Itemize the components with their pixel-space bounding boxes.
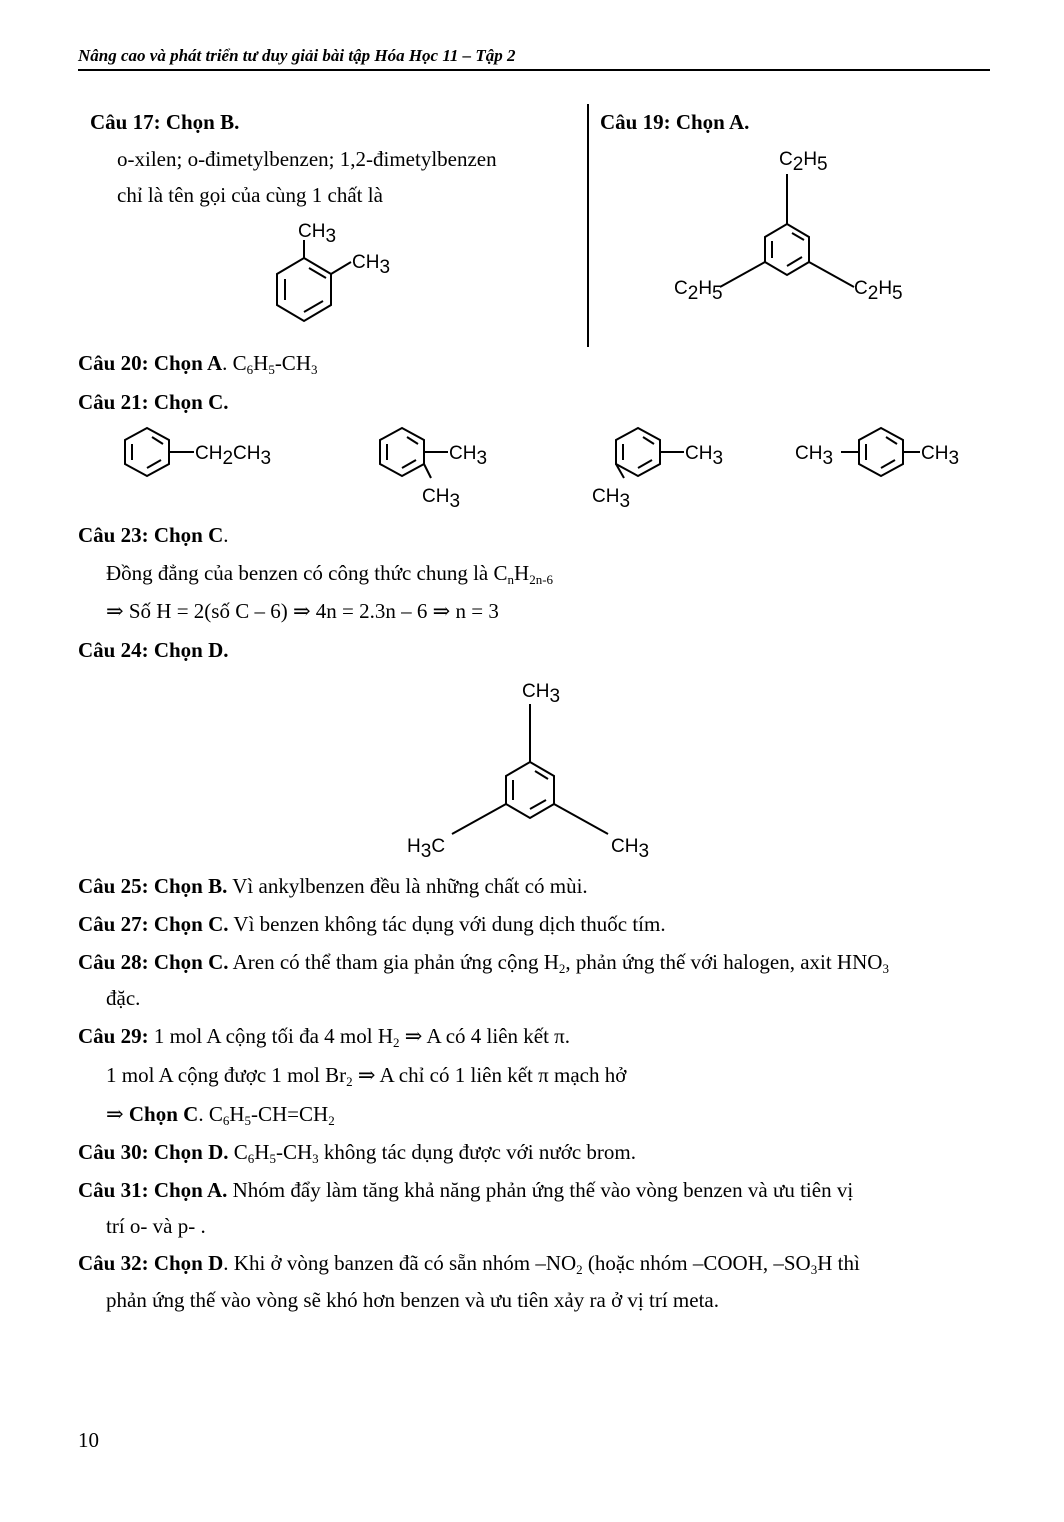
ch2ch3-label: CH2CH3 [195, 443, 272, 469]
q27-line: Câu 27: Chọn C. Vì benzen không tác dụng với dung dịch thuốc tím. [78, 912, 666, 936]
q23-label: Câu 23: Chọn C [78, 523, 224, 547]
h3c-label: H3C [407, 836, 446, 862]
q23-heading: Câu 23: Chọn C. [78, 523, 229, 547]
q29-label: Câu 29: [78, 1024, 149, 1048]
q28-line1: Câu 28: Chọn C. Aren có thể tham gia phản ứng cộng $H_2$, phản ứng thế với halogen, axit $HNO_3$ [78, 950, 889, 976]
q28-label: Câu 28: Chọn C. [78, 950, 229, 974]
ch3-label: CH3 [422, 486, 461, 512]
ch3-label: CH3 [592, 486, 631, 512]
q17-line1: o-xilen; o-đimetylbenzen; 1,2-đimetylbenzen [117, 147, 497, 171]
q21-label: Câu 21: Chọn C. [78, 390, 229, 414]
q28-line2: đặc. [106, 986, 141, 1010]
q20-label: Câu 20: Chọn A [78, 351, 223, 375]
page-number: 10 [78, 1428, 99, 1452]
c2h5-label: C2H5 [674, 278, 723, 304]
q30-label: Câu 30: Chọn D. [78, 1140, 229, 1164]
q31-label: Câu 31: Chọn A. [78, 1178, 228, 1202]
c2h5-label: C2H5 [779, 149, 828, 175]
q32-line2: phản ứng thế vào vòng sẽ khó hơn benzen và ưu tiên xảy ra ở vị trí meta. [106, 1288, 719, 1312]
q24-label: Câu 24: Chọn D. [78, 638, 229, 662]
ch3-label: CH3 [449, 443, 488, 469]
ch3-label: CH3 [298, 221, 337, 247]
q19-label: Câu 19: Chọn A. [600, 110, 750, 134]
q29-line2: 1 mol A cộng được 1 mol $Br_2$ ⇒ A chỉ có 1 liên kết π mạch hở [106, 1063, 627, 1089]
q32-label: Câu 32: Chọn D [78, 1251, 224, 1275]
header-rule [78, 69, 990, 71]
q20-line: Câu 20: Chọn A. $C_6H_5-CH_3$ [78, 351, 318, 377]
q29-line1: Câu 29: 1 mol A cộng tối đa 4 mol $H_2$ ⇒ A có 4 liên kết π. [78, 1024, 571, 1050]
q17-structure [260, 212, 410, 330]
q21-structures [110, 418, 990, 518]
q17-line2: chỉ là tên gọi của cùng 1 chất là [117, 183, 383, 207]
column-divider [587, 104, 589, 347]
q25-label: Câu 25: Chọn B. [78, 874, 228, 898]
q23-line2: ⇒ Số H = 2(số C – 6) ⇒ 4n = 2.3n – 6 ⇒ n = 3 [106, 599, 499, 623]
page-header: Nâng cao và phát triển tư duy giải bài tập Hóa Học 11 – Tập 2 [78, 46, 516, 65]
ch3-label: CH3 [352, 252, 391, 278]
ch3-label: CH3 [611, 836, 650, 862]
q31-line1: Câu 31: Chọn A. Nhóm đẩy làm tăng khả năng phản ứng thế vào vòng benzen và ưu tiên vị [78, 1178, 854, 1202]
q30-line: Câu 30: Chọn D. $C_6H_5-CH_3$ không tác dụng được với nước brom. [78, 1140, 636, 1166]
q23-line1: Đồng đẳng của benzen có công thức chung là $C_nH_{2n-6}$ [106, 561, 554, 587]
q24-structure [400, 672, 670, 862]
ch3-label: CH3 [921, 443, 960, 469]
q31-line2: trí o- và p- . [106, 1214, 206, 1238]
ch3-label: CH3 [522, 681, 561, 707]
c2h5-label: C2H5 [854, 278, 903, 304]
q27-label: Câu 27: Chọn C. [78, 912, 229, 936]
q25-line: Câu 25: Chọn B. Vì ankylbenzen đều là những chất có mùi. [78, 874, 588, 898]
q29-line3: ⇒ Chọn C. $C_6H_5-CH=CH_2$ [106, 1102, 335, 1128]
q17-label: Câu 17: Chọn B. [90, 110, 240, 134]
q19-structure [668, 142, 908, 308]
q32-line1: Câu 32: Chọn D. Khi ở vòng banzen đã có sẵn nhóm $-NO_2$ (hoặc nhóm –COOH, $-SO_3H$ thì [78, 1251, 860, 1277]
ch3-label: CH3 [795, 443, 834, 469]
ch3-label: CH3 [685, 443, 724, 469]
